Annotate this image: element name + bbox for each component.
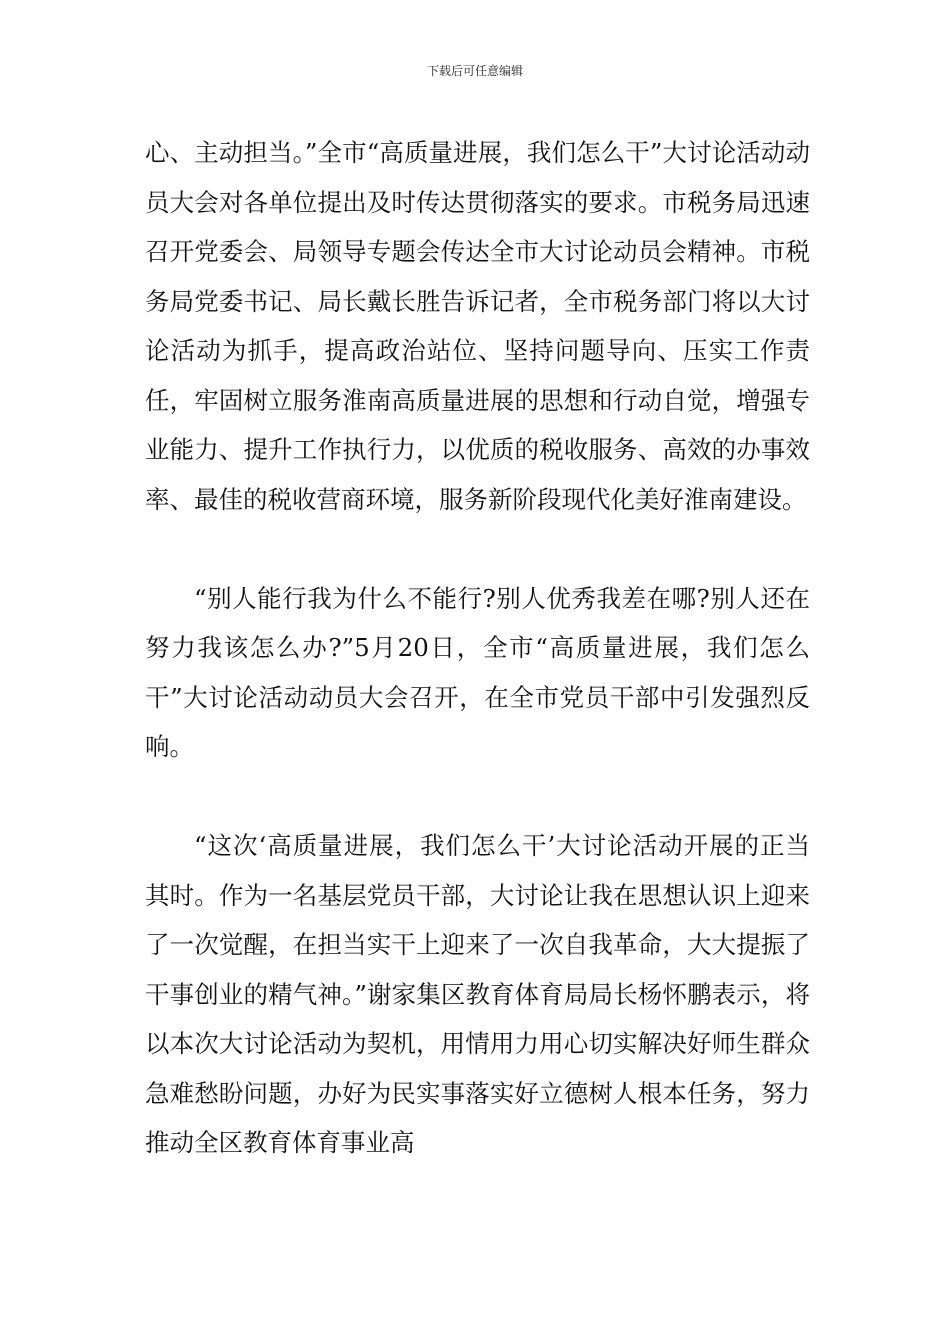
paragraph-quote-reaction: “别人能行我为什么不能行?别人优秀我差在哪?别人还在努力我该怎么办?”5月20日，全市“高质量进展，我们怎么干”大讨论活动动员大会召开，在全市党员干部中引发强烈反响。 <box>145 583 810 761</box>
page-header: 下载后可任意编辑 <box>426 64 523 78</box>
document-body <box>145 128 810 1168</box>
paragraph-quote-education: “这次‘高质量进展，我们怎么干’大讨论活动开展的正当其时。作为一名基层党员干部，大讨论让我在思想认识上迎来了一次觉醒，在担当实干上迎来了一次自我革命，大大提振了干事创业的精气神。”谢家集区教育体育局局长杨怀鹏表示，将以本次大讨论活动为契机，用情用力用心切实解决好师生群众急难愁盼问题，办好为民实事落实好立德树人根本任务，努力推动全区教育体育事业高 <box>145 831 810 1157</box>
paragraph-continuation: 心、主动担当。”全市“高质量进展，我们怎么干”大讨论活动动员大会对各单位提出及时传达贯彻落实的要求。市税务局迅速召开党委会、局领导专题会传达全市大讨论动员会精神。市税务局党委书记、局长戴长胜告诉记者，全市税务部门将以大讨论活动为抓手，提高政治站位、坚持问题导向、压实工作责任，牢固树立服务淮南高质量进展的思想和行动自觉，增强专业能力、提升工作执行力，以优质的税收服务、高效的办事效率、最佳的税收营商环境，服务新阶段现代化美好淮南建设。 <box>145 138 810 514</box>
